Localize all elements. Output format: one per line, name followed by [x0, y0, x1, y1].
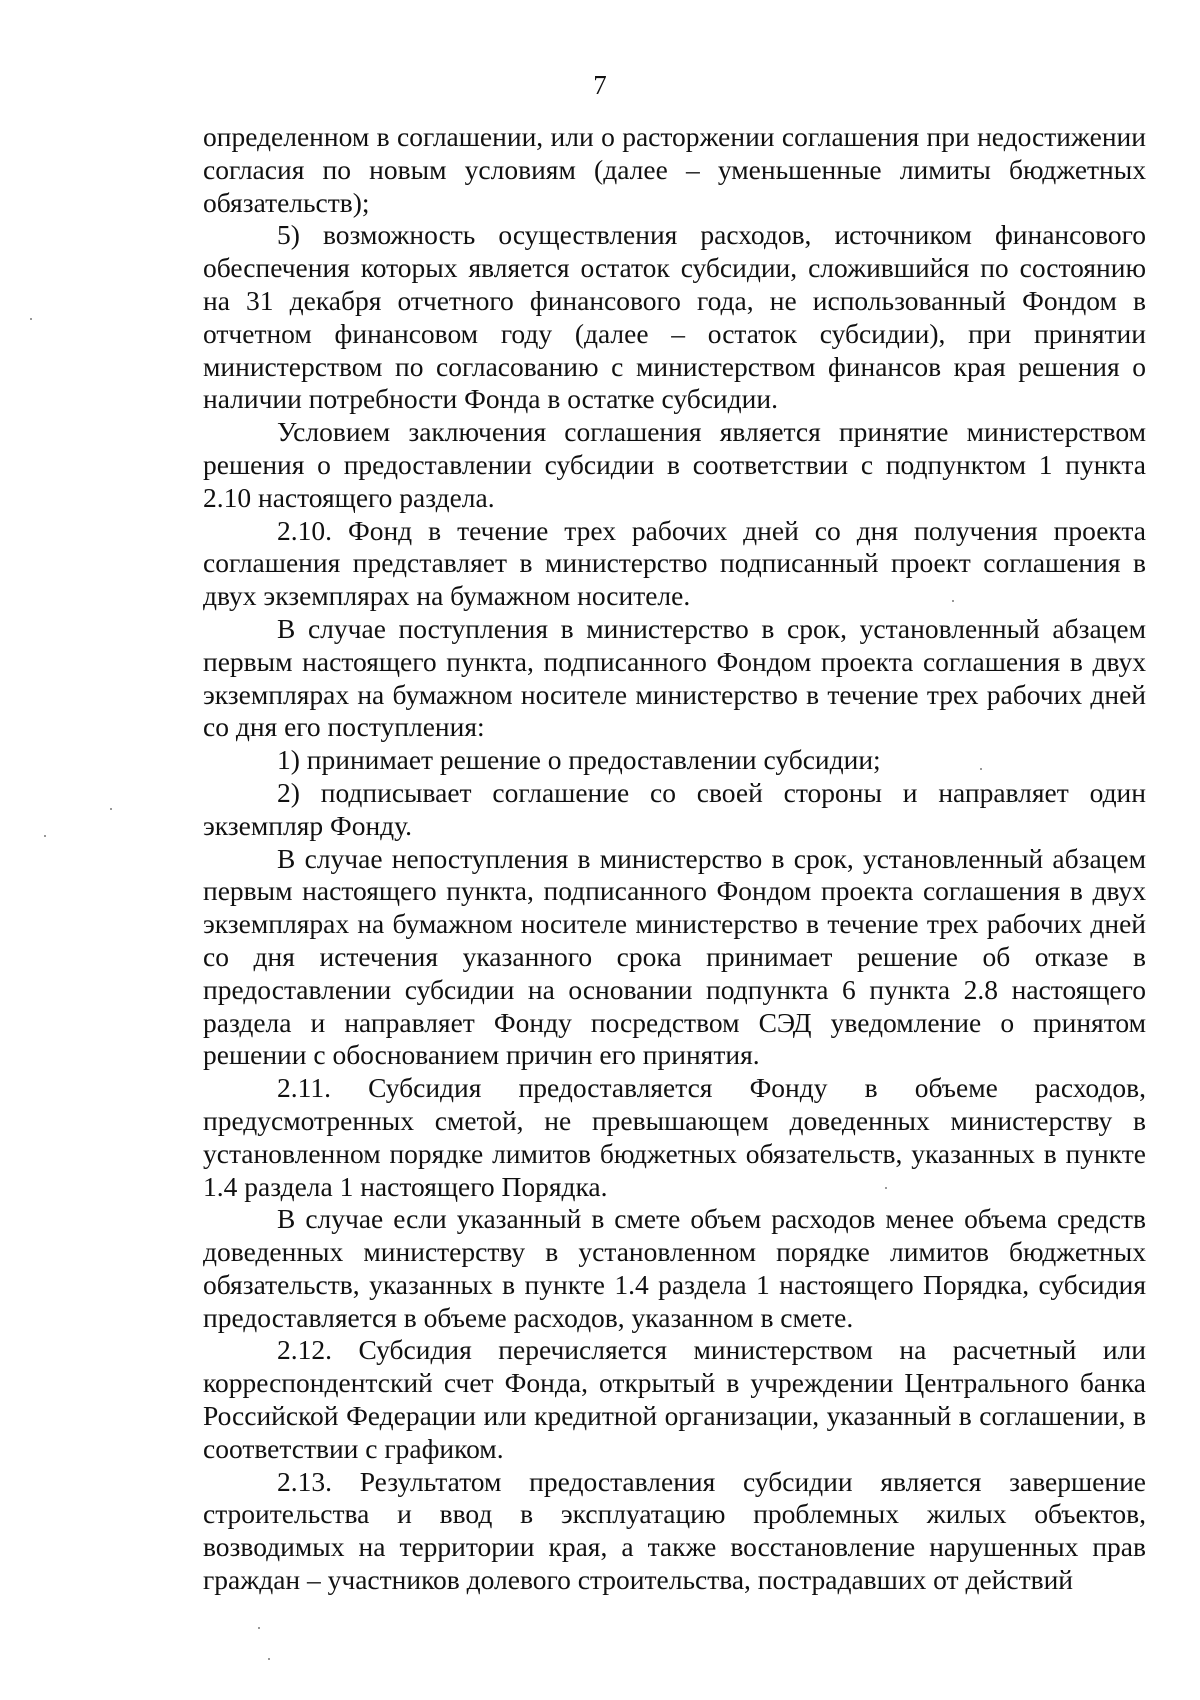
paragraph-5: В случае поступления в министерство в срок, установленный абзацем первым настоящего пункта, подписанного Фондом проекта соглашения в двух экземплярах на бумажном носителе министерство в течение трех рабочих дней со дня его поступления: [203, 612, 1146, 743]
scan-speck [110, 808, 112, 810]
scan-speck [258, 1627, 260, 1629]
paragraph-11: 2.12. Субсидия перечисляется министерством на расчетный или корреспондентский счет Фонда, открытый в учреждении Центрального банка Российской Федерации или кредитной организации, указанный в соглашении, в соответствии с графиком. [203, 1334, 1146, 1464]
paragraph-8: В случае непоступления в министерство в срок, установленный абзацем первым настоящего пункта, подписанного Фондом проекта соглашения в двух экземплярах на бумажном носителе министерство в течение трех рабочих дней со дня истечения указанного срока принимает решение об отказе в предоставлении субсидии на основании подпункта 6 пункта 2.8 настоящего раздела и направляет Фонду посредством СЭД уведомление о принятом решении с обоснованием причин его принятия. [203, 842, 1146, 1071]
scan-speck [44, 835, 46, 837]
paragraph-9: 2.11. Субсидия предоставляется Фонду в объеме расходов, предусмотренных сметой, не превышающем доведенных министерству в установленном порядке лимитов бюджетных обязательств, указанных в пункте 1.4 раздела 1 настоящего Порядка. [203, 1072, 1146, 1202]
page-number: 7 [593, 70, 607, 100]
paragraph-4: 2.10. Фонд в течение трех рабочих дней со дня получения проекта соглашения представляет в министерство подписанный проект соглашения в двух экземплярах на бумажном носителе. [203, 514, 1146, 612]
scan-speck [980, 768, 982, 770]
scan-speck [885, 1187, 887, 1189]
paragraph-6: 1) принимает решение о предоставлении субсидии; [277, 744, 881, 776]
paragraph-7: 2) подписывает соглашение со своей стороны и направляет один экземпляр Фонду. [203, 776, 1146, 841]
paragraph-2: 5) возможность осуществления расходов, источником финансового обеспечения которых является остаток субсидии, сложившийся по состоянию на 31 декабря отчетного финансового года, не использованный Фондом в отчетном финансовом году (далее – остаток субсидии), при принятии министерством по согласованию с министерством финансов края решения о наличии потребности Фонда в остатке субсидии. [203, 219, 1146, 415]
scan-speck [268, 1658, 270, 1660]
paragraph-3: Условием заключения соглашения является принятие министерством решения о предоставлении субсидии в соответствии с подпунктом 1 пункта 2.10 настоящего раздела. [203, 416, 1146, 513]
paragraph-1: определенном в соглашении, или о расторжении соглашения при недостижении согласия по новым условиям (далее – уменьшенные лимиты бюджетных обязательств); [203, 121, 1146, 218]
scan-speck [952, 600, 954, 602]
paragraph-12: 2.13. Результатом предоставления субсидии является завершение строительства и ввод в эксплуатацию проблемных жилых объектов, возводимых на территории края, а также восстановление нарушенных прав граждан – участников долевого строительства, пострадавших от действий [203, 1465, 1146, 1596]
paragraph-10: В случае если указанный в смете объем расходов менее объема средств доведенных министерству в установленном порядке лимитов бюджетных обязательств, указанных в пункте 1.4 раздела 1 настоящего Порядка, субсидия предоставляется в объеме расходов, указанном в смете. [203, 1203, 1146, 1333]
document-body [203, 121, 1146, 1597]
scan-speck [30, 318, 32, 320]
